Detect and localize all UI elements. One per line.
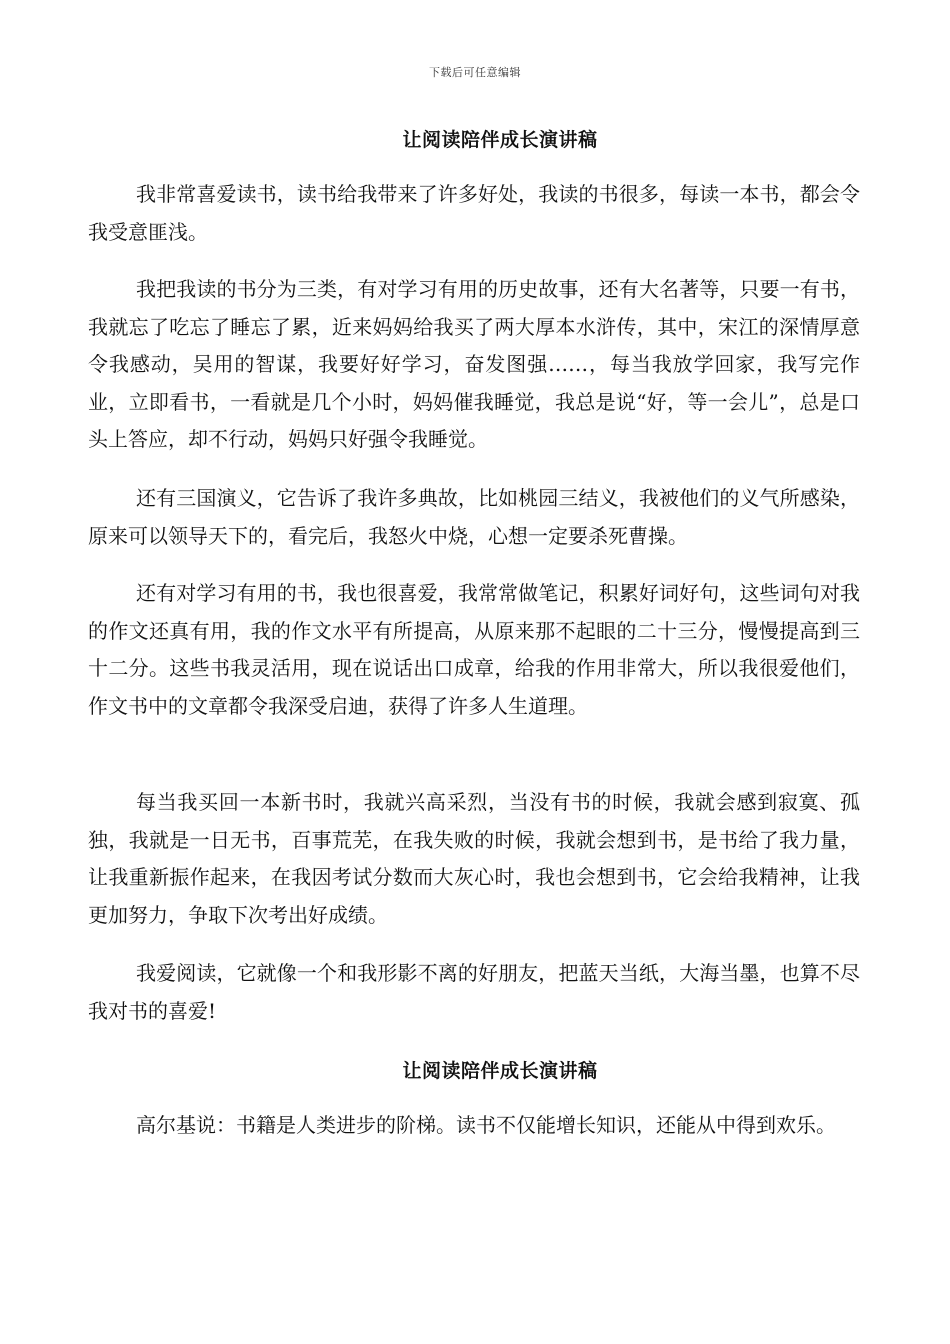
- paragraph: 还有对学习有用的书，我也很喜爱，我常常做笔记，积累好词好句，这些词句对我的作文还真有用，我的作文水平有所提高，从原来那不起眼的二十三分，慢慢提高到三十二分。这些书我灵活用，现在说话出口成章，给我的作用非常大，所以我很爱他们，作文书中的文章都令我深受启迪，获得了许多人生道理。: [88, 581, 860, 718]
- paragraph: 我爱阅读，它就像一个和我形影不离的好朋友，把蓝天当纸，大海当墨，也算不尽我对书的喜爱!: [88, 961, 860, 1023]
- paragraph: 我非常喜爱读书，读书给我带来了许多好处，我读的书很多，每读一本书，都会令我受意匪浅。: [88, 182, 860, 244]
- paragraph: 我把我读的书分为三类，有对学习有用的历史故事，还有大名著等，只要一有书，我就忘了吃忘了睡忘了累，近来妈妈给我买了两大厚本水浒传，其中，宋江的深情厚意令我感动，吴用的智谋，我要好好学习，奋发图强……，每当我放学回家，我写完作业，立即看书，一看就是几个小时，妈妈催我睡觉，我总是说“好，等一会儿”，总是口头上答应，却不行动，妈妈只好强令我睡觉。: [88, 277, 860, 452]
- page-header-note: 下载后可任意编辑: [429, 66, 521, 79]
- article-title-second: 让阅读陪伴成长演讲稿: [402, 1060, 598, 1082]
- article-title: 让阅读陪伴成长演讲稿: [402, 129, 598, 151]
- paragraph: 每当我买回一本新书时，我就兴高采烈，当没有书的时候，我就会感到寂寞、孤独，我就是一日无书，百事荒芜，在我失败的时候，我就会想到书，是书给了我力量，让我重新振作起来，在我因考试分数而大灰心时，我也会想到书，它会给我精神，让我更加努力，争取下次考出好成绩。: [88, 790, 860, 927]
- paragraph: 还有三国演义，它告诉了我许多典故，比如桃园三结义，我被他们的义气所感染，原来可以领导天下的，看完后，我怒火中烧，心想一定要杀死曹操。: [88, 486, 860, 548]
- paragraph: 高尔基说：书籍是人类进步的阶梯。读书不仅能增长知识，还能从中得到欢乐。: [136, 1113, 836, 1137]
